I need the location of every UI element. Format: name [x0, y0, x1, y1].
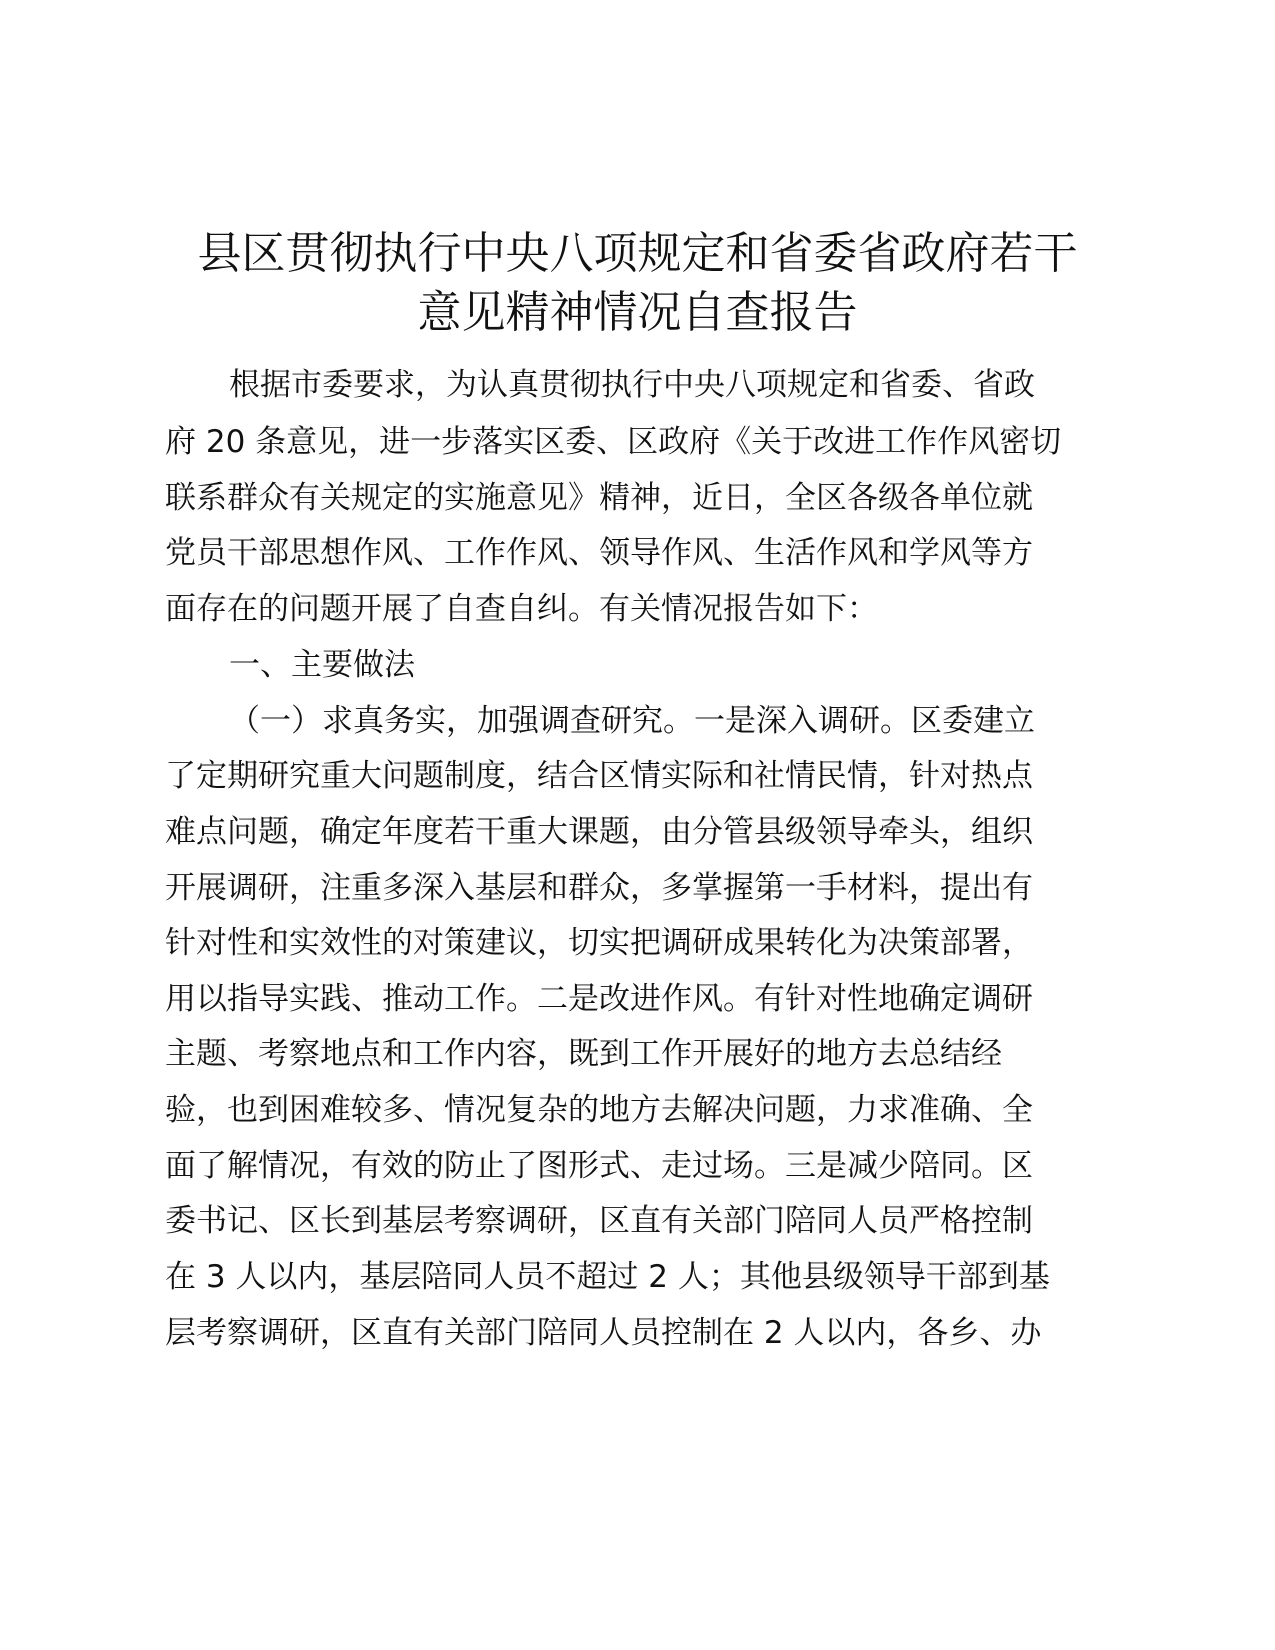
section-heading: 一、主要做法 — [229, 647, 415, 683]
body-line-15: 面了解情况，有效的防止了图形式、走过场。三是减少陪同。区 — [165, 1148, 1033, 1184]
body-line-13: 主题、考察地点和工作内容，既到工作开展好的地方去总结经 — [165, 1036, 1002, 1072]
body-line-3: 联系群众有关规定的实施意见》精神，近日，全区各级各单位就 — [165, 480, 1033, 516]
body-line-4: 党员干部思想作风、工作作风、领导作风、生活作风和学风等方 — [165, 535, 1033, 571]
body-line-1: 根据市委要求，为认真贯彻执行中央八项规定和省委、省政 — [229, 367, 1035, 403]
body-line-2: 府 20 条意见，进一步落实区委、区政府《关于改进工作作风密切 — [165, 424, 1062, 460]
body-line-11: 针对性和实效性的对策建议，切实把调研成果转化为决策部署， — [165, 925, 1033, 961]
body-line-14: 验，也到困难较多、情况复杂的地方去解决问题，力求准确、全 — [165, 1092, 1033, 1128]
body-line-7: （一）求真务实，加强调查研究。一是深入调研。区委建立 — [229, 703, 1035, 739]
body-line-8: 了定期研究重大问题制度，结合区情实际和社情民情，针对热点 — [165, 758, 1033, 794]
body-line-9: 难点问题，确定年度若干重大课题，由分管县级领导牵头，组织 — [165, 814, 1033, 850]
body-line-10: 开展调研，注重多深入基层和群众，多掌握第一手材料，提出有 — [165, 870, 1033, 906]
body-line-12: 用以指导实践、推动工作。二是改进作风。有针对性地确定调研 — [165, 981, 1033, 1017]
body-line-16: 委书记、区长到基层考察调研，区直有关部门陪同人员严格控制 — [165, 1203, 1033, 1239]
document-title-line-2: 意见精神情况自查报告 — [417, 287, 858, 338]
body-line-5: 面存在的问题开展了自查自纠。有关情况报告如下： — [165, 591, 878, 627]
document-title-line-1: 县区贯彻执行中央八项规定和省委省政府若干 — [197, 228, 1078, 279]
body-line-17: 在 3 人以内，基层陪同人员不超过 2 人；其他县级领导干部到基 — [165, 1259, 1050, 1295]
body-line-18: 层考察调研，区直有关部门陪同人员控制在 2 人以内，各乡、办 — [165, 1315, 1042, 1351]
